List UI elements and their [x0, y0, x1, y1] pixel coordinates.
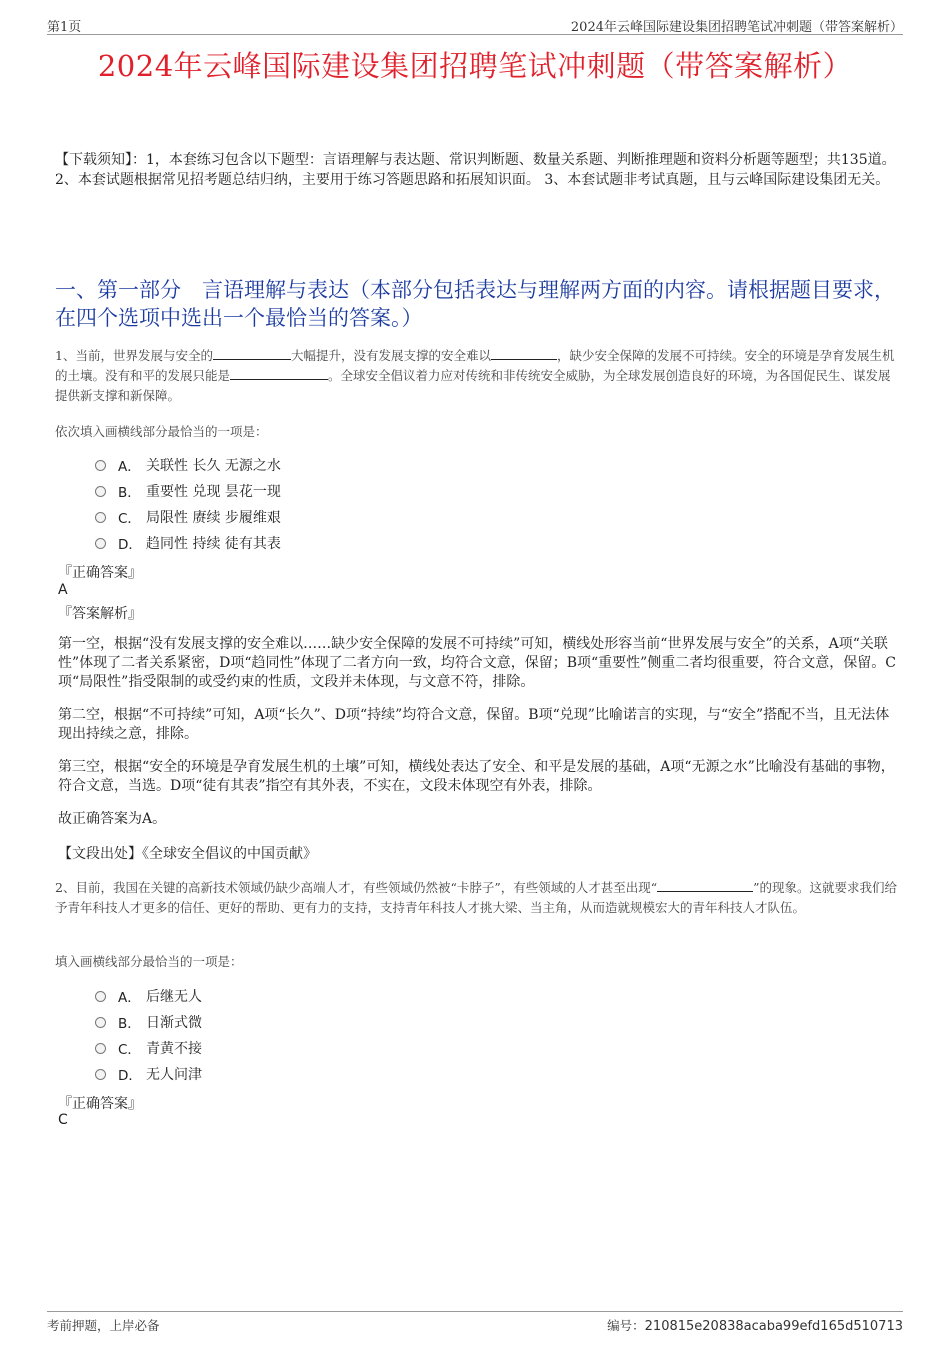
fill-blank: [230, 367, 328, 380]
fill-blank: [657, 879, 753, 892]
text-source: 【文段出处】《全球安全倡议的中国贡献》: [58, 846, 317, 862]
option-c[interactable]: C． 局限性 赓续 步履维艰: [95, 504, 281, 530]
radio-icon[interactable]: [95, 1043, 106, 1054]
radio-icon[interactable]: [95, 512, 106, 523]
footer-slogan: 考前押题，上岸必备: [47, 1318, 160, 1333]
question-1-prompt: 依次填入画横线部分最恰当的一项是：: [55, 424, 268, 439]
correct-answer: C: [58, 1112, 68, 1128]
correct-answer: A: [58, 582, 68, 598]
page-title: 2024年云峰国际建设集团招聘笔试冲刺题（带答案解析）: [97, 49, 853, 83]
page-footer: [47, 1311, 903, 1334]
option-c[interactable]: C． 青黄不接: [95, 1035, 202, 1061]
correct-answer-label: 『正确答案』: [58, 1096, 142, 1112]
radio-icon[interactable]: [95, 460, 106, 471]
analysis-paragraph: 第二空，根据“不可持续”可知，A项“长久”、D项“持续”均符合文意，保留。B项“兑现”比喻诺言的实现，与“安全”搭配不当，且无法体现出持续之意，排除。: [58, 707, 890, 742]
option-d[interactable]: D． 趋同性 持续 徒有其表: [95, 530, 281, 556]
radio-icon[interactable]: [95, 1069, 106, 1080]
option-b[interactable]: B． 日渐式微: [95, 1009, 202, 1035]
radio-icon[interactable]: [95, 1017, 106, 1028]
question-2-options: [95, 983, 202, 1087]
download-notice: 【下载须知】：1，本套练习包含以下题型：言语理解与表达题、常识判断题、数量关系题、判断推理题和资料分析题等题型；共135道。 2、本套试题根据常见招考题总结归纳，主要用于练习答题思路和拓展知识面。 3、本套试题非考试真题，且与云峰国际建设集团无关。: [55, 152, 896, 188]
fill-blank: [491, 347, 557, 360]
question-2-prompt: 填入画横线部分最恰当的一项是：: [55, 954, 243, 969]
radio-icon[interactable]: [95, 486, 106, 497]
page-header: [47, 14, 903, 35]
analysis-label: 『答案解析』: [58, 606, 142, 622]
page-number: 第1页: [47, 20, 82, 35]
option-d[interactable]: D． 无人问津: [95, 1061, 202, 1087]
analysis-paragraph: 第三空，根据“安全的环境是孕育发展生机的土壤”可知，横线处表达了安全、和平是发展的基础，A项“无源之水”比喻没有基础的事物，符合文意，当选。D项“徒有其表”指空有其外表，不实在，文段未体现空有外表，排除。: [58, 759, 895, 794]
analysis-paragraph: 第一空，根据“没有发展支撑的安全难以……缺少安全保障的发展不可持续”可知，横线处形容当前“世界发展与安全”的关系，A项“关联性”体现了二者关系紧密，D项“趋同性”体现了二者方向一致，均符合文意，保留；B项“重要性”侧重二者均很重要，符合文意，保留。C项“局限性”指受限制的或受约束的性质，文段并未体现，与文意不符，排除。: [58, 636, 897, 690]
correct-answer-label: 『正确答案』: [58, 565, 142, 581]
fill-blank: [213, 347, 291, 360]
question-2-stem: 2、目前，我国在关键的高新技术领域仍缺少高端人才，有些领域仍然被“卡脖子”，有些领域的人才甚至出现“ ”的现象。这就要求我们给予青年科技人才更多的信任、更好的帮助、更有力的支持，支持青年科技人才挑大梁、当主角，从而造就规模宏大的青年科技人才队伍。: [55, 880, 898, 915]
option-a[interactable]: A． 后继无人: [95, 983, 202, 1009]
radio-icon[interactable]: [95, 538, 106, 549]
footer-code: 编号：210815e20838acaba99efd165d510713: [607, 1318, 903, 1334]
question-1-stem: 1、当前，世界发展与安全的 大幅提升，没有发展支撑的安全难以 ，缺少安全保障的发展不可持续。安全的环境是孕育发展生机的土壤。没有和平的发展只能是 。全球安全倡议着力应对传统和非传统安全威胁，为全球发展创造良好的环境，为各国促民生、谋发展提供新支撑和新保障。: [55, 348, 895, 403]
option-b[interactable]: B． 重要性 兑现 昙花一现: [95, 478, 281, 504]
question-1-options: [95, 452, 281, 556]
header-doc-title: 2024年云峰国际建设集团招聘笔试冲刺题（带答案解析）: [570, 20, 903, 35]
section-heading: 一、第一部分 言语理解与表达（本部分包括表达与理解两方面的内容。请根据题目要求，在四个选项中选出一个最恰当的答案。）: [55, 278, 895, 330]
analysis-conclusion: 故正确答案为A。: [58, 811, 167, 827]
radio-icon[interactable]: [95, 991, 106, 1002]
option-a[interactable]: A． 关联性 长久 无源之水: [95, 452, 281, 478]
